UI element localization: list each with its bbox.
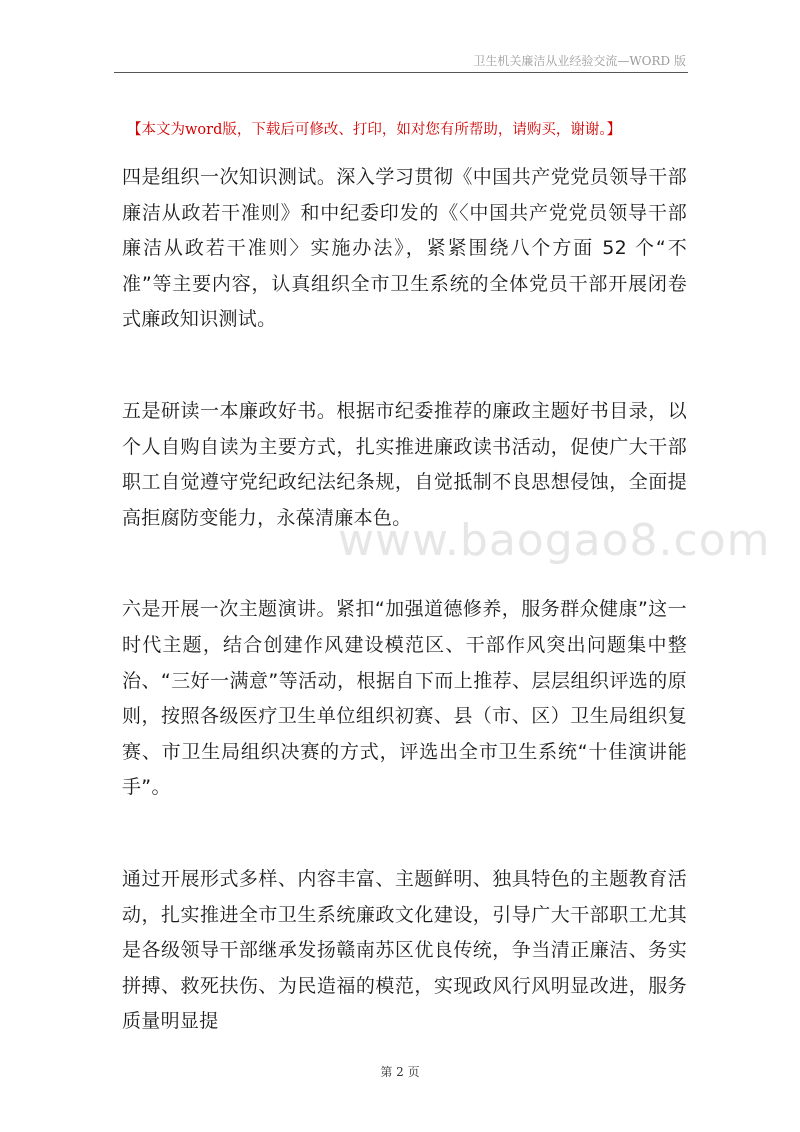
header-divider bbox=[114, 72, 688, 73]
download-notice: 【本文为word版，下载后可修改、打印，如对您有所帮助，请购买，谢谢。】 bbox=[127, 122, 622, 138]
paragraph-speech: 六是开展一次主题演讲。紧扣“加强道德修养，服务群众健康”这一时代主题，结合创建作风建设模范区、干部作风突出问题集中整治、“三好一满意”等活动，根据自下而上推荐、层层组织评选的原则，按照各级医疗卫生单位组织初赛、县（市、区）卫生局组织复赛、市卫生局组织决赛的方式，评选出全市卫生系统“十佳演讲能手”。 bbox=[122, 598, 687, 799]
watermark: www.baogao8.com bbox=[338, 515, 771, 566]
document-body bbox=[122, 160, 687, 1096]
paragraph-summary: 通过开展形式多样、内容丰富、主题鲜明、独具特色的主题教育活动，扎实推进全市卫生系统廉政文化建设，引导广大干部职工尤其是各级领导干部继承发扬赣南苏区优良传统，争当清正廉洁、务实拼搏、救死扶伤、为民造福的模范，实现政风行风明显改进，服务质量明显提 bbox=[122, 867, 687, 1033]
page-header-title: 卫生机关廉洁从业经验交流—WORD 版 bbox=[473, 54, 686, 68]
paragraph-reading: 五是研读一本廉政好书。根据市纪委推荐的廉政主题好书目录，以个人自购自读为主要方式，扎实推进廉政读书活动，促使广大干部职工自觉遵守党纪政纪法纪条规，自觉抵制不良思想侵蚀，全面提高拒腐防变能力，永葆清廉本色。 bbox=[122, 399, 687, 529]
paragraph-knowledge-test: 四是组织一次知识测试。深入学习贯彻《中国共产党党员领导干部廉洁从政若干准则》和中纪委印发的《〈中国共产党党员领导干部廉洁从政若干准则〉实施办法》，紧紧围绕八个方面 52 个“不准”等主要内容，认真组织全市卫生系统的全体党员干部开展闭卷式廉政知识测试。 bbox=[122, 166, 687, 331]
page-number: 第 2 页 bbox=[380, 1065, 420, 1079]
